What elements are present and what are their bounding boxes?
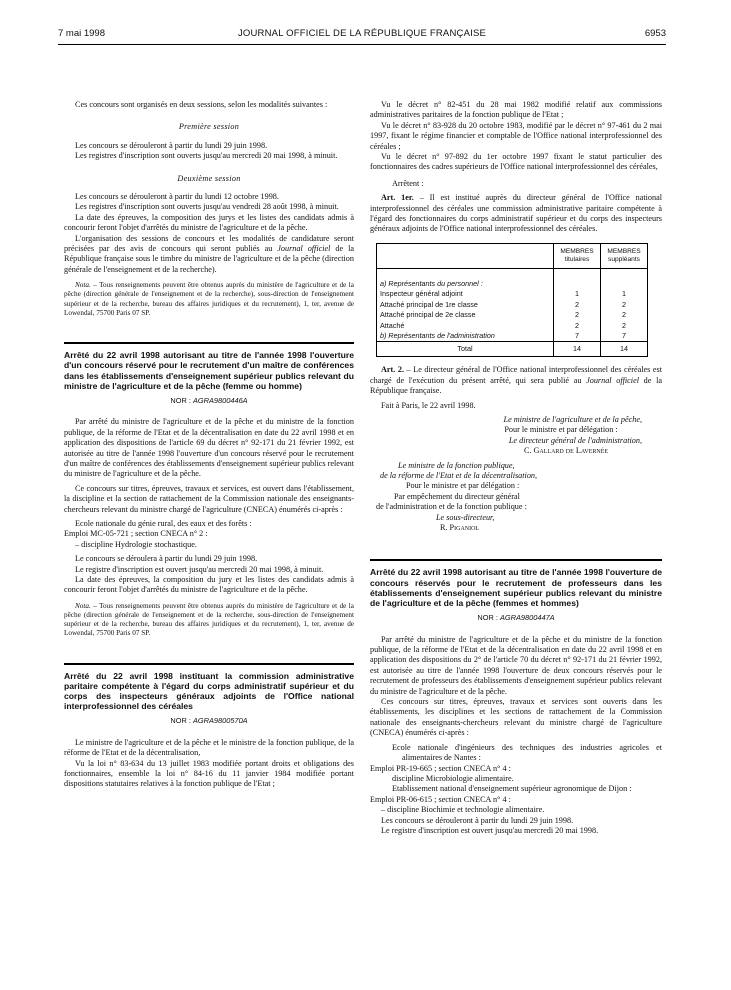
arretent-label: Arrêtent : <box>392 178 424 188</box>
section-separator <box>370 559 662 561</box>
section-separator <box>64 663 354 665</box>
table-row-label: Attaché principal de 1re classe <box>377 300 554 310</box>
signature-line: Pour le ministre et par délégation : <box>406 481 520 491</box>
table-row <box>377 310 648 320</box>
nor-label: NOR : <box>170 395 193 405</box>
table-header-blank <box>377 243 554 268</box>
text-fragment: de la République française. <box>370 375 662 396</box>
decree-1-paragraph: Emploi MC-05-721 ; section CNECA n° 2 : <box>64 529 208 539</box>
visa-paragraph: Vu le décret n° 82-451 du 28 mai 1982 modifié relatif aux commissions administratives paritaires de la fonction publique de l'Etat ; <box>370 100 662 120</box>
header-rule <box>58 44 666 45</box>
journal-reference: Journal officiel <box>586 375 639 385</box>
nota-label: Nota. <box>75 281 91 290</box>
table-cell-titulaires: 2 <box>554 310 601 320</box>
table-row-label: b) Représentants de l'administration <box>377 331 554 342</box>
journal-reference: Journal officiel <box>277 244 331 254</box>
table-cell-titulaires <box>554 279 601 289</box>
decree-3-paragraph: Emploi PR-19-665 ; section CNECA n° 4 : <box>370 763 511 773</box>
signature-line: Le ministre de la fonction publique, <box>398 460 515 470</box>
table-row <box>377 300 648 310</box>
page-header <box>58 28 666 42</box>
signatory-name: R. Piganiol <box>440 523 480 532</box>
header-journal-title: JOURNAL OFFICIEL DE LA RÉPUBLIQUE FRANÇAISE <box>237 28 487 39</box>
decree-3-paragraph: Par arrêté du ministre de l'agriculture et de la pêche et du ministre de la fonction publique, de la réforme de l'Etat et de la décentralisation en date du 22 avril 1998 et en application des dispositions du 2° de l'article 70 du décret n° 92-171 du 21 février 1992, est autorisée au titre de l'année 1998 l'ouverture de deux concours réservés pour le recrutement de professeurs des établissements d'enseignement supérieur publics relevant du ministre de l'agriculture et de la pêche. <box>370 634 662 696</box>
nor-reference-1 <box>64 396 354 406</box>
decree-1-paragraph: – discipline Hydrologie stochastique. <box>75 539 197 549</box>
table-cell-suppleants: 7 <box>601 331 648 342</box>
decree-3-paragraph: – discipline Biochimie et technologie alimentaire. <box>381 805 545 815</box>
table-header-suppleants: MEMBRES suppléants <box>601 243 648 268</box>
decree-3-paragraph: Les concours se dérouleront à partir du lundi 29 juin 1998. <box>381 815 574 825</box>
table-total-suppleants: 14 <box>601 342 648 357</box>
text-fragment: – Le directeur général de l'Office national interprofessionnel des céréales est chargé de l'exécution du présent arrêté, qui sera publié au <box>370 365 662 385</box>
nota-text: – Tous renseignements peuvent être obtenus auprès du ministère de l'agriculture et de la pêche (direction générale de l'enseignement et de la recherche, sous-direction de l'enseignement supérieur et de la recherche, bureau des affaires juridiques et du recrutement), 1, ter, avenue de Lowendal, 75700 Paris 07 SP. <box>64 601 354 638</box>
signature-line: de l'administration et de la fonction publique : <box>376 502 527 512</box>
decree-3-paragraph: Ces concours sur titres, épreuves, travaux et services sont ouverts dans les établissements, les disciplines et les sections de rattachement de la Commission nationale des enseignants-chercheurs relevant du ministre chargé de l'agriculture (CNECA) énumérés ci-après : <box>370 697 662 738</box>
table-row-label: Inspecteur général adjoint <box>377 289 554 299</box>
nota-2 <box>64 602 354 639</box>
table-header-row <box>377 243 648 268</box>
nota-text: – Tous renseignements peuvent être obtenus auprès du ministère de l'agriculture et de la pêche (direction générale de l'enseignement et de la recherche), sous-direction de l'enseignement supérieur et de la recherche, bureau des affaires juridiques et du recrutement), 1, ter, avenue de Lowendal, 75700 Paris 07 SP. <box>64 281 354 317</box>
visa-paragraph: Vu le décret n° 83-928 du 20 octobre 1983, modifié par le décret n° 97-461 du 2 mai 1997, fixant le régime financier et comptable de l'Office national interprofessionnel des céréales ; <box>370 120 662 151</box>
table-total-titulaires: 14 <box>554 342 601 357</box>
signature-line: Le sous-directeur, <box>436 512 495 522</box>
session-1-paragraph: Les registres d'inscription sont ouverts jusqu'au mercredi 20 mai 1998, à minuit. <box>75 151 338 161</box>
header-page-number: 6953 <box>644 28 666 39</box>
nor-code: AGRA9800446A <box>192 395 248 405</box>
header-date: 7 mai 1998 <box>58 28 106 39</box>
session-2-title: Deuxième session <box>177 173 241 183</box>
text-fragment: de la République française sous le timbre du ministre de l'agriculture et de la pêche (direction générale de l'enseignement et de la recherche). <box>64 244 354 274</box>
signature-line: de la réforme de l'Etat et de la décentralisation, <box>380 470 538 480</box>
table-cell-titulaires: 2 <box>554 300 601 310</box>
nor-reference-2 <box>64 716 354 726</box>
decree-title-3: Arrêté du 22 avril 1998 autorisant au titre de l'année 1998 l'ouverture de concours réservés pour le recrutement de professeurs dans les établissements d'enseignement supérieur publics relevant du ministre de l'agriculture et de la pêche (femmes et hommes) <box>370 567 662 609</box>
table-cell-suppleants: 1 <box>601 289 648 299</box>
table-row-label: Attaché principal de 2e classe <box>377 310 554 320</box>
article-label: Art. 1er. <box>381 193 414 203</box>
session-1-paragraph: Les concours se dérouleront à partir du lundi 29 juin 1998. <box>75 140 268 150</box>
decree-1-paragraph: La date des épreuves, la composition du jury et les listes des candidats admis à concourir feront l'objet d'arrêtés du ministre de l'agriculture et de la pêche. <box>64 575 354 595</box>
table-cell-suppleants: 2 <box>601 310 648 320</box>
signature-line: Par empêchement du directeur général <box>394 491 520 501</box>
table-spacer <box>601 268 648 279</box>
table-row <box>377 289 648 299</box>
session-2-paragraph <box>64 234 354 276</box>
decree-2-paragraph: Le ministre de l'agriculture et de la pêche et le ministre de la fonction publique, de la réforme de l'Etat et de la décentralisation, <box>64 737 354 758</box>
table-spacer <box>377 268 554 279</box>
article-1 <box>370 193 662 235</box>
signature-line: Pour le ministre et par délégation : <box>504 425 618 435</box>
visa-paragraph: Vu le décret n° 97-892 du 1er octobre 1997 fixant le statut particulier des fonctionnaires des cadres supérieurs de l'Office national interprofessionnel des céréales, <box>370 152 662 172</box>
article-2 <box>370 365 662 396</box>
decree-3-paragraph: Emploi PR-06-615 ; section CNECA n° 4 : <box>370 794 511 804</box>
decree-3-paragraph: Ecole nationale d'ingénieurs des techniques des industries agricoles et alimentaires de Nantes : <box>392 742 662 763</box>
session-2-paragraph: Les concours se dérouleront à partir du lundi 12 octobre 1998. <box>75 192 279 202</box>
table-row-label: Attaché <box>377 321 554 331</box>
decree-3-paragraph: Etablissement national d'enseignement supérieur agronomique de Dijon : <box>392 784 632 794</box>
decree-title-2: Arrêté du 22 avril 1998 instituant la commission administrative paritaire compétente à l'égard du corps administratif supérieur et du corps des inspecteurs généraux adjoints de l'Office national interprofessionnel des céréales <box>64 670 354 712</box>
decree-1-paragraph: Ce concours sur titres, épreuves, travaux et services, est ouvert dans l'établissement, la discipline et la section de rattachement de la Commission nationale des enseignants-chercheurs relevant du ministre chargé de l'agriculture (CNECA) énumérés ci-après : <box>64 483 354 514</box>
table-row <box>377 279 648 289</box>
decree-title-1: Arrêté du 22 avril 1998 autorisant au titre de l'année 1998 l'ouverture d'un concours réservé pour le recrutement d'un maître de conférences dans les établissements d'enseignement supérieur publics relevant du ministre de l'agriculture et de la pêche (femme ou homme) <box>64 350 354 391</box>
decree-1-paragraph: Le concours se déroulera à partir du lundi 29 juin 1998. <box>75 554 258 564</box>
right-column <box>370 100 662 836</box>
decree-3-paragraph: discipline Microbiologie alimentaire. <box>392 773 514 783</box>
nota-label: Nota. <box>75 601 91 610</box>
table-row-label: a) Représentants du personnel : <box>377 279 554 289</box>
decree-3-paragraph: Le registre d'inscription est ouvert jusqu'au mercredi 20 mai 1998. <box>381 825 599 835</box>
intro-paragraph: Ces concours sont organisés en deux sessions, selon les modalités suivantes : <box>75 100 328 109</box>
session-1-title: Première session <box>178 122 240 132</box>
nor-code: AGRA9800570A <box>192 716 248 726</box>
decree-1-paragraph: Par arrêté du ministre de l'agriculture et de la pêche et du ministre de la fonction publique, de la réforme de l'Etat et de la décentralisation en date du 22 avril 1998 et en application des dispositions de l'article 69 du décret n° 92-171 du 21 février 1992, est autorisée au titre de l'année 1998 l'ouverture d'un concours réservé pour le recrutement d'un maître de conférences des établissements d'enseignement supérieur publics relevant du ministre de l'agriculture et de la pêche. <box>64 417 354 479</box>
table-total-label: Total <box>377 342 554 357</box>
table-row <box>377 331 648 342</box>
decree-1-paragraph: Ecole nationale du génie rural, des eaux et des forêts : <box>75 518 252 528</box>
signatory-name: C. Gallard de Lavernée <box>523 446 609 456</box>
signature-line: Le ministre de l'agriculture et de la pêche, <box>503 414 642 424</box>
table-header-titulaires: MEMBRES titulaires <box>554 243 601 268</box>
session-2-paragraph: Les registres d'inscription sont ouverts jusqu'au vendredi 28 août 1998, à minuit. <box>75 202 339 212</box>
decree-1-paragraph: Le registre d'inscription est ouvert jusqu'au mercredi 20 mai 1998, à minuit. <box>75 564 324 574</box>
table-spacer <box>554 268 601 279</box>
table-row <box>377 268 648 279</box>
table-cell-suppleants: 2 <box>601 300 648 310</box>
article-label: Art. 2. <box>381 365 405 375</box>
session-2-paragraph: La date des épreuves, la composition des jurys et les listes des candidats admis à concourir feront l'objet d'arrêtés du ministre de l'agriculture et de la pêche. <box>64 212 354 233</box>
nor-label: NOR : <box>477 613 500 623</box>
table-cell-suppleants <box>601 279 648 289</box>
table-cell-titulaires: 2 <box>554 321 601 331</box>
table-row <box>377 321 648 331</box>
section-separator <box>64 342 354 344</box>
table-cell-suppleants: 2 <box>601 321 648 331</box>
table-cell-titulaires: 1 <box>554 289 601 299</box>
nota-1 <box>64 281 354 318</box>
nor-code: AGRA9800447A <box>499 613 555 623</box>
nor-reference-3 <box>370 613 662 623</box>
text-fragment: L'organisation des sessions de concours et les modalités de candidature seront précisées par des avis de concours qui seront publiés au <box>64 233 354 254</box>
decree-2-paragraph: Vu la loi n° 83-634 du 13 juillet 1983 modifiée portant droits et obligations des fonctionnaires, ensemble la loi n° 84-16 du 11 janvier 1984 modifiée portant dispositions statutaires relatives à la fonction publique de l'Etat ; <box>64 758 354 789</box>
signature-line: Le directeur général de l'administration, <box>508 435 642 445</box>
signature-date: Fait à Paris, le 22 avril 1998. <box>381 400 476 410</box>
table-cell-titulaires: 7 <box>554 331 601 342</box>
table-total-row <box>377 342 648 357</box>
nor-label: NOR : <box>170 716 193 726</box>
article-text: – Il est institué auprès du directeur général de l'Office national interprofessionnel des céréales une commission administrative paritaire compétente à l'égard des fonctionnaires du corps administratif supérieur et du corps des inspecteurs généraux adjoints de l'Office national interprofessionnel des céréales. <box>370 193 662 234</box>
membership-table <box>376 243 648 357</box>
left-column <box>64 100 354 790</box>
